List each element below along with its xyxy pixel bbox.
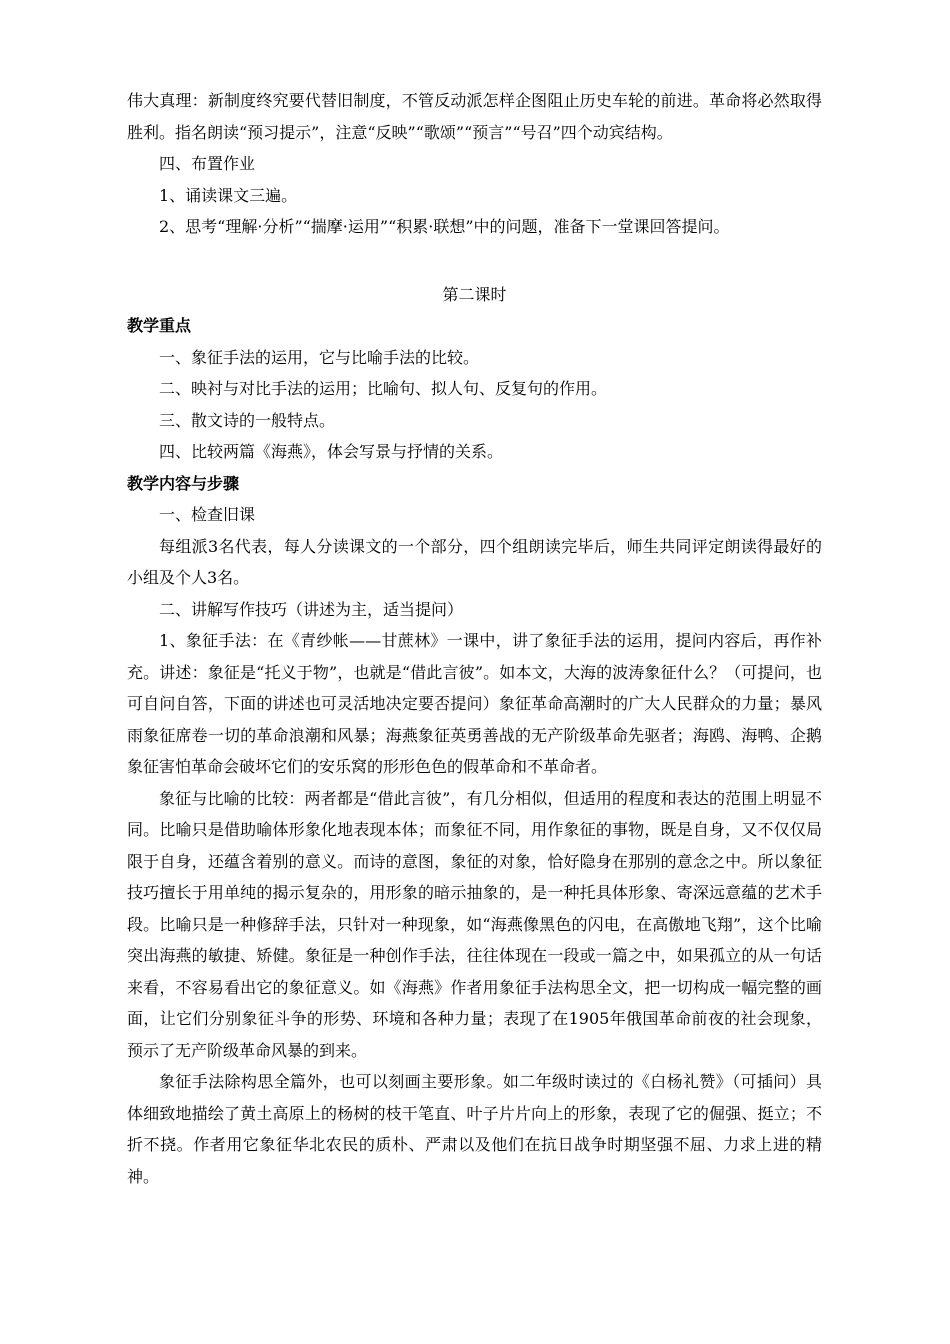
intro-paragraph: 伟大真理：新制度终究要代替旧制度，不管反动派怎样企图阻止历史车轮的前进。革命将必然取得胜利。指名朗读“预习提示”，注意“反映”“歌颂”“预言”“号召”四个动宾结构。 [127, 91, 822, 142]
review-title: 一、检查旧课 [159, 505, 256, 524]
section-title: 第二课时 [442, 284, 507, 304]
steps-heading: 教学内容与步骤 [127, 473, 240, 493]
review-paragraph: 每组派3名代表，每人分读课文的一个部分，四个组朗读完毕后，师生共同评定朗读得最好的小组及个人3名。 [127, 536, 822, 587]
technique-title: 二、讲解写作技巧（讲述为主，适当提问） [159, 599, 464, 619]
homework-item-1: 1、诵读课文三遍。 [159, 185, 298, 205]
focus-item: 二、映衬与对比手法的运用；比喻句、拟人句、反复句的作用。 [159, 379, 608, 398]
document-page [127, 85, 822, 1192]
homework-item-2: 2、思考“理解·分析”“揣摩·运用”“积累·联想”中的问题，准备下一堂课回答提问。 [159, 217, 730, 236]
technique-paragraph-2: 象征与比喻的比较：两者都是“借此言彼”，有几分相似，但适用的程度和表达的范围上明显不同。比喻只是借助喻体形象化地表现本体；而象征不同，用作象征的事物，既是自身，又不仅仅局限于自身，还蕴含着别的意义。而诗的意图，象征的对象，恰好隐身在那别的意念之中。所以象征技巧擅长于用单纯的揭示复杂的，用形象的暗示抽象的，是一种托具体形象、寄深远意蕴的艺术手段。比喻只是一种修辞手法，只针对一种现象，如“海燕像黑色的闪电，在高傲地飞翔”，这个比喻突出海燕的敏捷、矫健。象征是一种创作手法，往往体现在一段或一篇之中，如果孤立的从一句话来看，不容易看出它的象征意义。如《海燕》作者用象征手法构思全文，把一切构成一幅完整的画面，让它们分别象征斗争的形势、环境和各种力量；表现了在1905年俄国革命前夜的社会现象，预示了无产阶级革命风暴的到来。 [127, 788, 822, 1060]
focus-item: 四、比较两篇《海燕》，体会写景与抒情的关系。 [159, 442, 504, 461]
focus-item: 一、象征手法的运用，它与比喻手法的比较。 [159, 347, 480, 367]
focus-item: 三、散文诗的一般特点。 [159, 410, 336, 430]
focus-heading: 教学重点 [127, 316, 192, 335]
technique-paragraph-1: 1、象征手法：在《青纱帐——甘蔗林》一课中，讲了象征手法的运用，提问内容后，再作补充。讲述：象征是“托义于物”，也就是“借此言彼”。如本文，大海的波涛象征什么？（可提问，也可自问自答，下面的讲述也可灵活地决定要否提问）象征革命高潮时的广大人民群众的力量；暴风雨象征席卷一切的革命浪潮和风暴；海燕象征英勇善战的无产阶级革命先驱者；海鸥、海鸭、企鹅象征害怕革命会破坏它们的安乐窝的形形色色的假革命和不革命者。 [127, 631, 822, 776]
technique-paragraph-3: 象征手法除构思全篇外，也可以刻画主要形象。如二年级时读过的《白杨礼赞》（可插问）具体细致地描绘了黄土高原上的杨树的枝干笔直、叶子片片向上的形象，表现了它的倔强、挺立；不折不挠。作者用它象征华北农民的质朴、严肃以及他们在抗日战争时期坚强不屈、力求上进的精神。 [127, 1072, 822, 1186]
homework-title: 四、布置作业 [159, 154, 256, 173]
